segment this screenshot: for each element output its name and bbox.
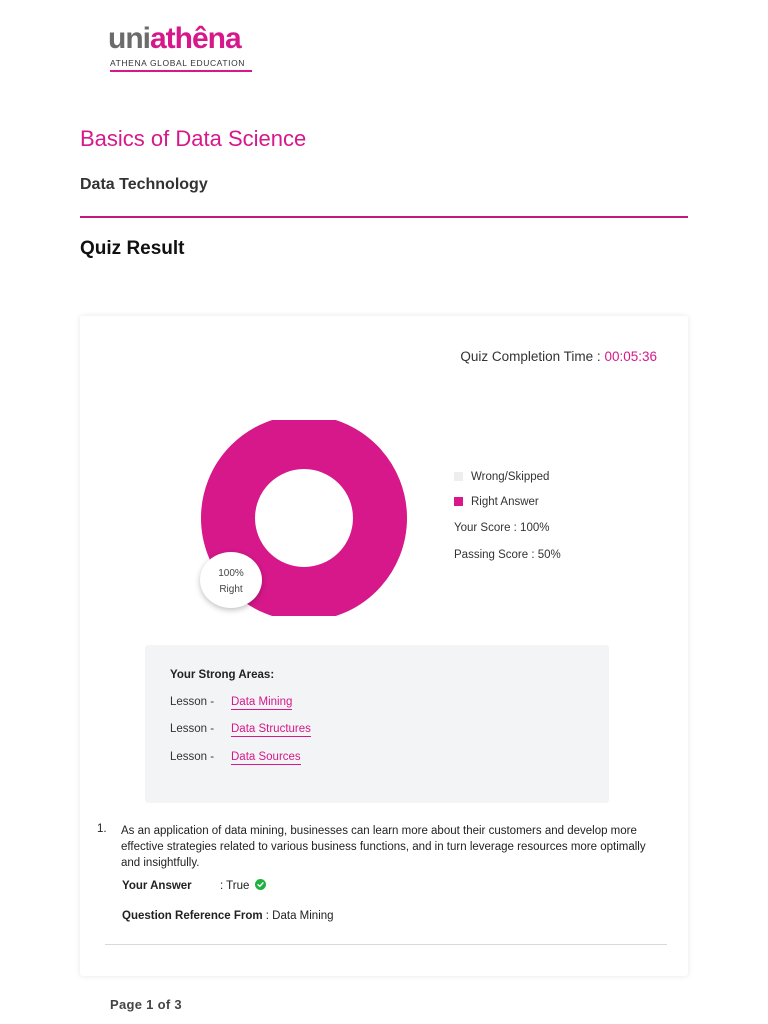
completion-label: Quiz Completion Time :: [460, 349, 601, 364]
chart-legend: [454, 464, 561, 568]
question-number: 1.: [97, 823, 107, 835]
donut-label: Right: [219, 584, 243, 595]
uniathena-logo: [108, 22, 258, 74]
passing-score: Passing Score : 50%: [454, 548, 561, 561]
strong-areas-title: Your Strong Areas:: [170, 669, 275, 681]
logo-wordmark: uniathêna: [108, 22, 241, 55]
question-text: As an application of data mining, businesses can learn more about their customers and develop more effective strategies related to various business functions, and in turn leverage resources more optimally and insightfully.: [121, 825, 646, 869]
reference-label: Question Reference From: [122, 910, 263, 922]
your-answer-value: : True: [220, 880, 250, 892]
course-title: Basics of Data Science: [80, 126, 307, 151]
quiz-result-card: [80, 316, 688, 976]
donut-percent: 100%: [218, 568, 244, 579]
lesson-row: Lesson - Data Structures: [170, 723, 311, 735]
donut-tooltip: [200, 552, 262, 608]
legend-swatch-wrong: [454, 472, 463, 481]
lesson-link-data-sources[interactable]: Data Sources: [231, 751, 301, 763]
course-subtitle: Data Technology: [80, 176, 208, 193]
your-answer: [122, 879, 266, 892]
your-score: Your Score : 100%: [454, 521, 550, 534]
completion-value: 00:05:36: [604, 349, 657, 364]
question-divider: [105, 944, 667, 945]
completion-time: [460, 349, 657, 364]
lesson-row: Lesson - Data Sources: [170, 751, 301, 763]
lesson-link-data-mining[interactable]: Data Mining: [231, 696, 293, 708]
legend-swatch-right: [454, 497, 463, 506]
your-answer-label: Your Answer: [122, 880, 192, 892]
quiz-result-heading: Quiz Result: [80, 238, 185, 259]
logo-underline: [110, 70, 252, 72]
lesson-link-data-structures[interactable]: Data Structures: [231, 723, 311, 735]
logo-tagline: ATHENA GLOBAL EDUCATION: [110, 58, 246, 68]
lesson-row: Lesson - Data Mining: [170, 696, 293, 708]
check-circle-icon: [255, 879, 266, 890]
page-number: Page 1 of 3: [110, 997, 182, 1012]
header-divider: [80, 216, 688, 218]
legend-right: Right Answer: [454, 489, 561, 514]
legend-wrong: Wrong/Skipped: [454, 464, 561, 489]
question-reference: [122, 910, 334, 922]
strong-areas-panel: [145, 645, 609, 803]
reference-value: : Data Mining: [265, 910, 334, 922]
